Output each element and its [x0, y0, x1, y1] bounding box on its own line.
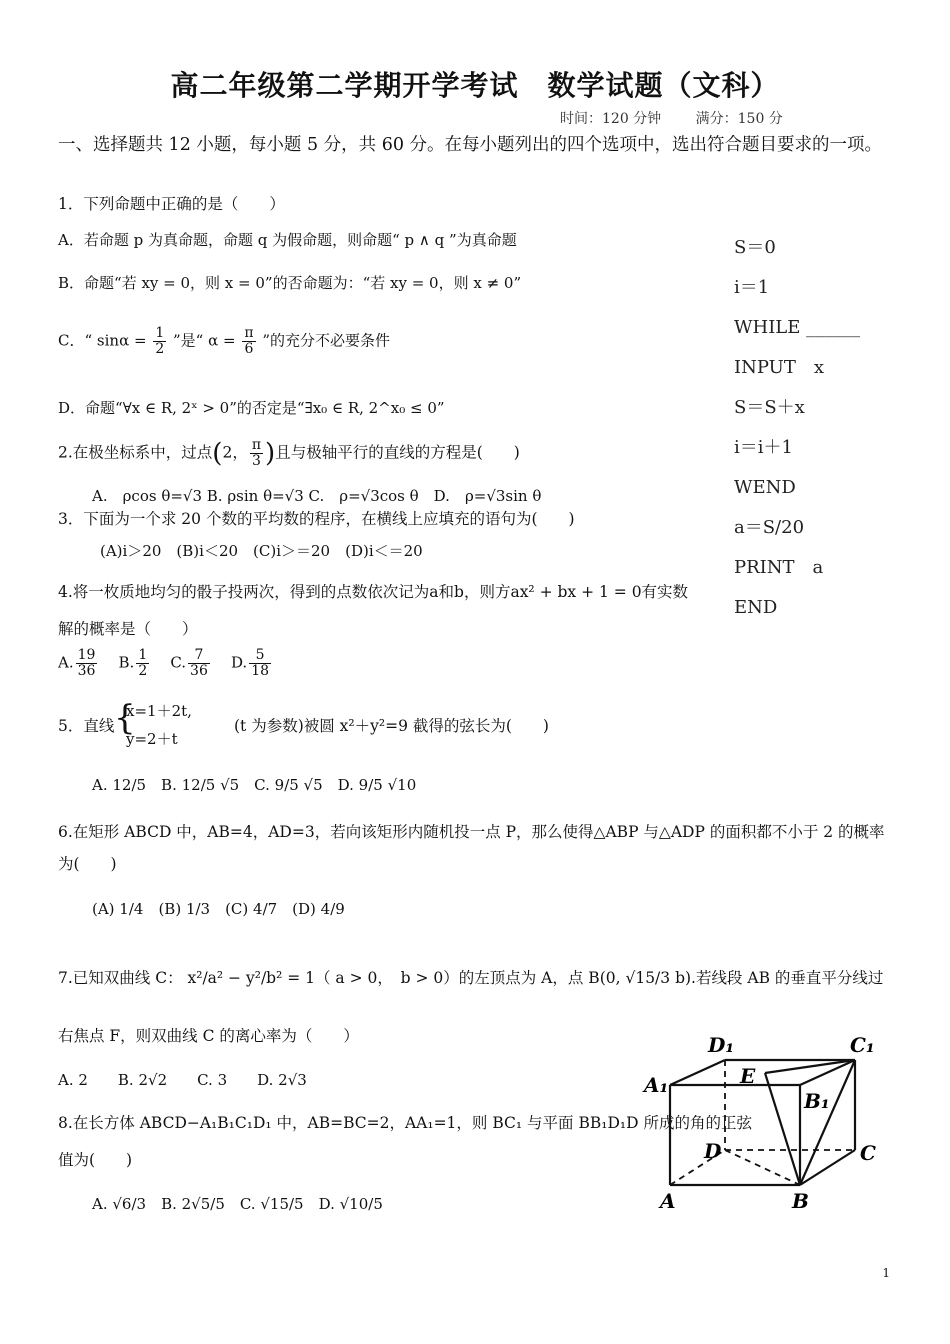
q1-option-a: A．若命题 p 为真命题，命题 q 为假命题，则命题“ p ∧ q ”为真命题 [58, 231, 517, 249]
program-line: S＝S＋x [734, 397, 805, 418]
q2-stem-post: 且与极轴平行的直线的方程是( ) [275, 443, 520, 462]
q1-option-d: D．命题“∀x ∈ R, 2ˣ > 0”的否定是“∃x₀ ∈ R, 2^x₀ ≤ 0” [58, 399, 445, 417]
segment-eb [765, 1073, 800, 1185]
q8-stem-line2: 值为( ) [58, 1151, 133, 1169]
q1-stem: 1．下列命题中正确的是（ ） [58, 195, 285, 213]
q4-d-fraction: $\frac{5}{18}$ [251, 647, 270, 679]
program-line: WHILE ______ [734, 317, 861, 338]
program-line: a＝S/20 [734, 517, 805, 538]
q1-c-post: ”的充分不必要条件 [262, 331, 391, 350]
q4-d-label: D. [230, 653, 248, 672]
q1-c-fraction-1: $\frac{1}{2}$ [155, 325, 165, 357]
q5-options: A. 12/5 B. 12/5 √5 C. 9/5 √5 D. 9/5 √10 [92, 776, 417, 794]
q7-options: A. 2 B. 2√2 C. 3 D. 2√3 [58, 1071, 307, 1089]
section-heading: 一、选择题共 12 小题，每小题 5 分，共 60 分。在每小题列出的四个选项中，选出符合题目要求的一项。 [58, 135, 883, 155]
q4-options [58, 648, 273, 679]
page-number: 1 [882, 1266, 890, 1280]
q8-stem-line1: 8.在长方体 ABCD−A₁B₁C₁D₁ 中，AB=BC=2，AA₁=1，则 BC₁ 与平面 BB₁D₁D 所成的角的正弦 [58, 1114, 752, 1132]
exam-meta [560, 108, 813, 128]
program-line: END [734, 597, 778, 618]
q6-stem-line1: 6.在矩形 ABCD 中，AB=4，AD=3，若向该矩形内随机投一点 P，那么使得△ABP 与△ADP 的面积都不小于 2 的概率 [58, 823, 885, 841]
q2-options: A. ρcos θ=√3 B. ρsin θ=√3 C. ρ=√3cos θ D. ρ=√3sin θ [92, 487, 542, 505]
q6-options: (A) 1/4 (B) 1/3 (C) 4/7 (D) 4/9 [92, 900, 345, 918]
q2-fraction: $\frac{\pi}{3}$ [251, 437, 262, 469]
page-title: 高二年级第二学期开学考试 数学试题（文科） [170, 69, 780, 102]
exam-score: 满分：150 分 [695, 111, 783, 127]
q1-c-mid: ”是“ α = [173, 331, 241, 350]
edge-a1d1 [670, 1060, 725, 1085]
program-listing [734, 228, 860, 628]
q2-point: 2， [222, 443, 248, 462]
program-line: PRINT a [734, 557, 824, 578]
q1-c-fraction-2: $\frac{\pi}{6}$ [244, 325, 254, 357]
q1-c-pre: C．“ sinα = [58, 331, 152, 350]
program-line: i＝i＋1 [734, 437, 793, 458]
exam-time: 时间：120 分钟 [560, 111, 662, 127]
label-c1: C₁ [850, 1033, 875, 1057]
program-line: INPUT x [734, 357, 824, 378]
q5-brace: { [114, 698, 136, 738]
q4-b-label: B. [118, 653, 135, 672]
q5-stem-post: (t 为参数)被圆 x²＋y²=9 截得的弦长为( ) [234, 717, 549, 735]
q4-a-fraction: $\frac{19}{36}$ [77, 647, 96, 679]
q8-options: A. √6/3 B. 2√5/5 C. √15/5 D. √10/5 [92, 1195, 383, 1213]
q1-option-c [58, 326, 390, 357]
q5-eq2: y=2＋t [126, 730, 178, 748]
q3-stem: 3．下面为一个求 20 个数的平均数的程序，在横线上应填充的语句为( ) [58, 510, 575, 528]
program-line: i＝1 [734, 277, 770, 298]
q5-stem-pre: 5．直线 [58, 717, 115, 735]
q4-stem-line1: 4.将一枚质地均匀的骰子投两次，得到的点数依次记为a和b，则方ax² + bx + 1 = 0有实数 [58, 583, 689, 601]
q4-c-fraction: $\frac{7}{36}$ [190, 647, 208, 679]
label-a1: A₁ [644, 1073, 669, 1097]
q3-options: (A)i＞20 (B)i＜20 (C)i＞＝20 (D)i＜＝20 [100, 542, 423, 560]
label-e: E [740, 1064, 756, 1088]
label-c: C [860, 1141, 876, 1165]
q2-stem-pre: 2.在极坐标系中，过点 [58, 443, 213, 462]
q4-stem-line2: 解的概率是（ ） [58, 620, 198, 638]
q2-stem: 2.在极坐标系中，过点(2， $\frac{\pi}{3}$ )且与极轴平行的直线的方程是( ) [58, 437, 520, 469]
label-a: A [660, 1189, 676, 1213]
q4-a-label: A. [58, 653, 74, 672]
q7-stem-line2: 右焦点 F，则双曲线 C 的离心率为（ ） [58, 1027, 359, 1045]
q5-eq1: x=1＋2t, [126, 702, 192, 720]
label-b1: B₁ [804, 1089, 830, 1113]
q4-b-fraction: $\frac{1}{2}$ [138, 647, 148, 679]
label-b: B [792, 1189, 809, 1213]
program-line: WEND [734, 477, 796, 498]
hidden-edge-db [725, 1150, 800, 1185]
cuboid-figure [640, 1030, 900, 1220]
q4-c-label: C. [170, 653, 187, 672]
program-line: S＝0 [734, 237, 776, 258]
q7-stem-line1: 7.已知双曲线 C： x²/a² − y²/b² = 1（ a > 0， b > 0）的左顶点为 A，点 B(0, √15/3 b).若线段 AB 的垂直平分线过 [58, 969, 884, 987]
q1-option-b: B．命题“若 xy = 0，则 x = 0”的否命题为：“若 xy = 0，则 x ≠ 0” [58, 274, 522, 292]
label-d1: D₁ [708, 1033, 735, 1057]
q6-stem-line2: 为( ) [58, 855, 117, 873]
label-d: D [704, 1139, 722, 1163]
